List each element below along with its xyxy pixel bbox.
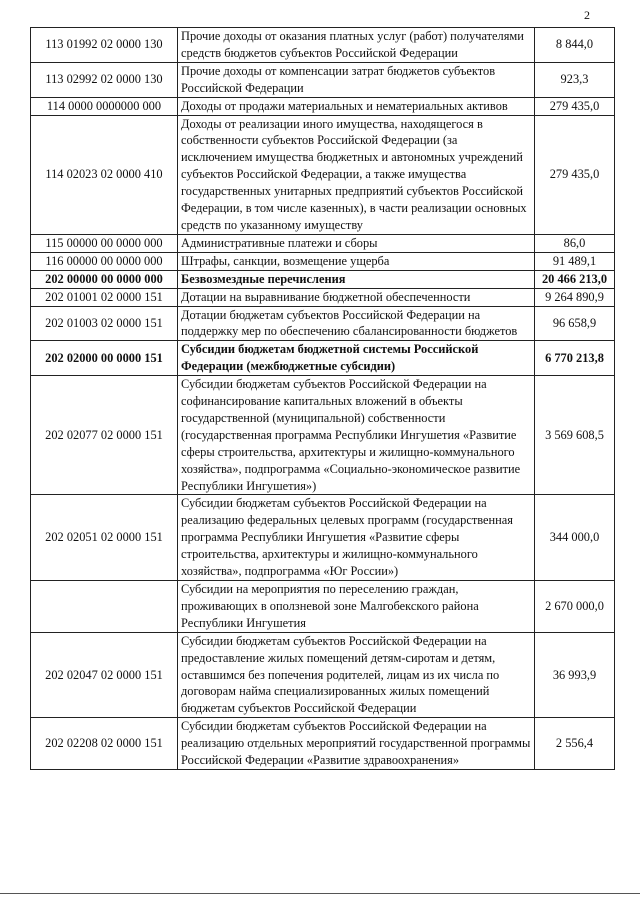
classification-code-cell: 113 01992 02 0000 130 — [31, 28, 178, 63]
classification-code-cell: 202 01003 02 0000 151 — [31, 306, 178, 341]
amount-cell: 8 844,0 — [535, 28, 615, 63]
table-row — [31, 495, 615, 581]
classification-code-cell: 113 02992 02 0000 130 — [31, 62, 178, 97]
table-row — [31, 581, 615, 633]
classification-code-cell: 116 00000 00 0000 000 — [31, 252, 178, 270]
amount-cell: 2 670 000,0 — [535, 581, 615, 633]
page-number: 2 — [584, 8, 590, 22]
classification-code-cell: 202 00000 00 0000 000 — [31, 270, 178, 288]
revenue-name-cell: Субсидии бюджетам субъектов Российской Федерации на реализацию отдельных мероприятий государственной программы Российской Федерации «Развитие здравоохранения» — [178, 718, 535, 770]
classification-code-cell: 202 02051 02 0000 151 — [31, 495, 178, 581]
amount-cell: 86,0 — [535, 234, 615, 252]
amount-cell: 6 770 213,8 — [535, 341, 615, 376]
amount-cell: 344 000,0 — [535, 495, 615, 581]
revenue-name-cell: Прочие доходы от оказания платных услуг (работ) получателями средств бюджетов субъектов Российской Федерации — [178, 28, 535, 63]
classification-code-cell: 202 02047 02 0000 151 — [31, 632, 178, 718]
amount-cell: 96 658,9 — [535, 306, 615, 341]
table-row — [31, 341, 615, 376]
table-row — [31, 718, 615, 770]
classification-code-cell: 202 01001 02 0000 151 — [31, 288, 178, 306]
amount-cell: 20 466 213,0 — [535, 270, 615, 288]
revenue-name-cell: Субсидии бюджетам субъектов Российской Федерации на софинансирование капитальных вложений в объекты государственной (муниципальной) собственности (государственная программа Республики Ингушетия «Развитие сферы строительства, архитектуры и жилищно-коммунального хозяйства», подпрограмма «Социально-экономическое развитие Республики Ингушетия») — [178, 376, 535, 495]
revenue-name-cell: Субсидии бюджетам субъектов Российской Федерации на реализацию федеральных целевых программ (государственная программа Республики Ингушетия «Развитие сферы строительства, архитектуры и жилищно-коммунального хозяйства», подпрограмма «Юг России») — [178, 495, 535, 581]
revenue-name-cell: Субсидии бюджетам бюджетной системы Российской Федерации (межбюджетные субсидии) — [178, 341, 535, 376]
table-row — [31, 270, 615, 288]
revenue-table-body — [31, 28, 615, 770]
table-row — [31, 252, 615, 270]
table-row — [31, 97, 615, 115]
revenue-name-cell: Безвозмездные перечисления — [178, 270, 535, 288]
revenue-name-cell: Субсидии на мероприятия по переселению граждан, проживающих в оползневой зоне Малгобекского района Республики Ингушетия — [178, 581, 535, 633]
revenue-name-cell: Дотации на выравнивание бюджетной обеспеченности — [178, 288, 535, 306]
revenue-name-cell: Прочие доходы от компенсации затрат бюджетов субъектов Российской Федерации — [178, 62, 535, 97]
classification-code-cell: 202 02208 02 0000 151 — [31, 718, 178, 770]
classification-code-cell: 202 02000 00 0000 151 — [31, 341, 178, 376]
revenue-table — [30, 27, 615, 770]
table-row — [31, 234, 615, 252]
amount-cell: 2 556,4 — [535, 718, 615, 770]
table-row — [31, 28, 615, 63]
revenue-name-cell: Субсидии бюджетам субъектов Российской Федерации на предоставление жилых помещений детям-сиротам и детям, оставшимся без попечения родителей, лицам из их числа по договорам найма специализированных жилых помещений бюджетам субъектов Российской Федерации — [178, 632, 535, 718]
revenue-name-cell: Дотации бюджетам субъектов Российской Федерации на поддержку мер по обеспечению сбалансированности бюджетов — [178, 306, 535, 341]
table-row — [31, 632, 615, 718]
amount-cell: 36 993,9 — [535, 632, 615, 718]
revenue-name-cell: Доходы от продажи материальных и нематериальных активов — [178, 97, 535, 115]
scan-edge-line — [0, 893, 640, 894]
amount-cell: 279 435,0 — [535, 97, 615, 115]
table-row — [31, 62, 615, 97]
table-row — [31, 306, 615, 341]
classification-code-cell: 115 00000 00 0000 000 — [31, 234, 178, 252]
table-row — [31, 376, 615, 495]
amount-cell: 91 489,1 — [535, 252, 615, 270]
amount-cell: 9 264 890,9 — [535, 288, 615, 306]
revenue-name-cell: Штрафы, санкции, возмещение ущерба — [178, 252, 535, 270]
revenue-name-cell: Административные платежи и сборы — [178, 234, 535, 252]
classification-code-cell: 114 0000 0000000 000 — [31, 97, 178, 115]
amount-cell: 3 569 608,5 — [535, 376, 615, 495]
amount-cell: 279 435,0 — [535, 115, 615, 234]
classification-code-cell: 202 02077 02 0000 151 — [31, 376, 178, 495]
classification-code-cell: 114 02023 02 0000 410 — [31, 115, 178, 234]
table-row — [31, 115, 615, 234]
classification-code-cell — [31, 581, 178, 633]
table-row — [31, 288, 615, 306]
revenue-name-cell: Доходы от реализации иного имущества, находящегося в собственности субъектов Российской Федерации (за исключением имущества бюджетных и автономных учреждений субъектов Российской Федерации, а также имущества государственных унитарных предприятий субъектов Российской Федерации, в том числе казенных), в части реализации основных средств по указанному имуществу — [178, 115, 535, 234]
amount-cell: 923,3 — [535, 62, 615, 97]
